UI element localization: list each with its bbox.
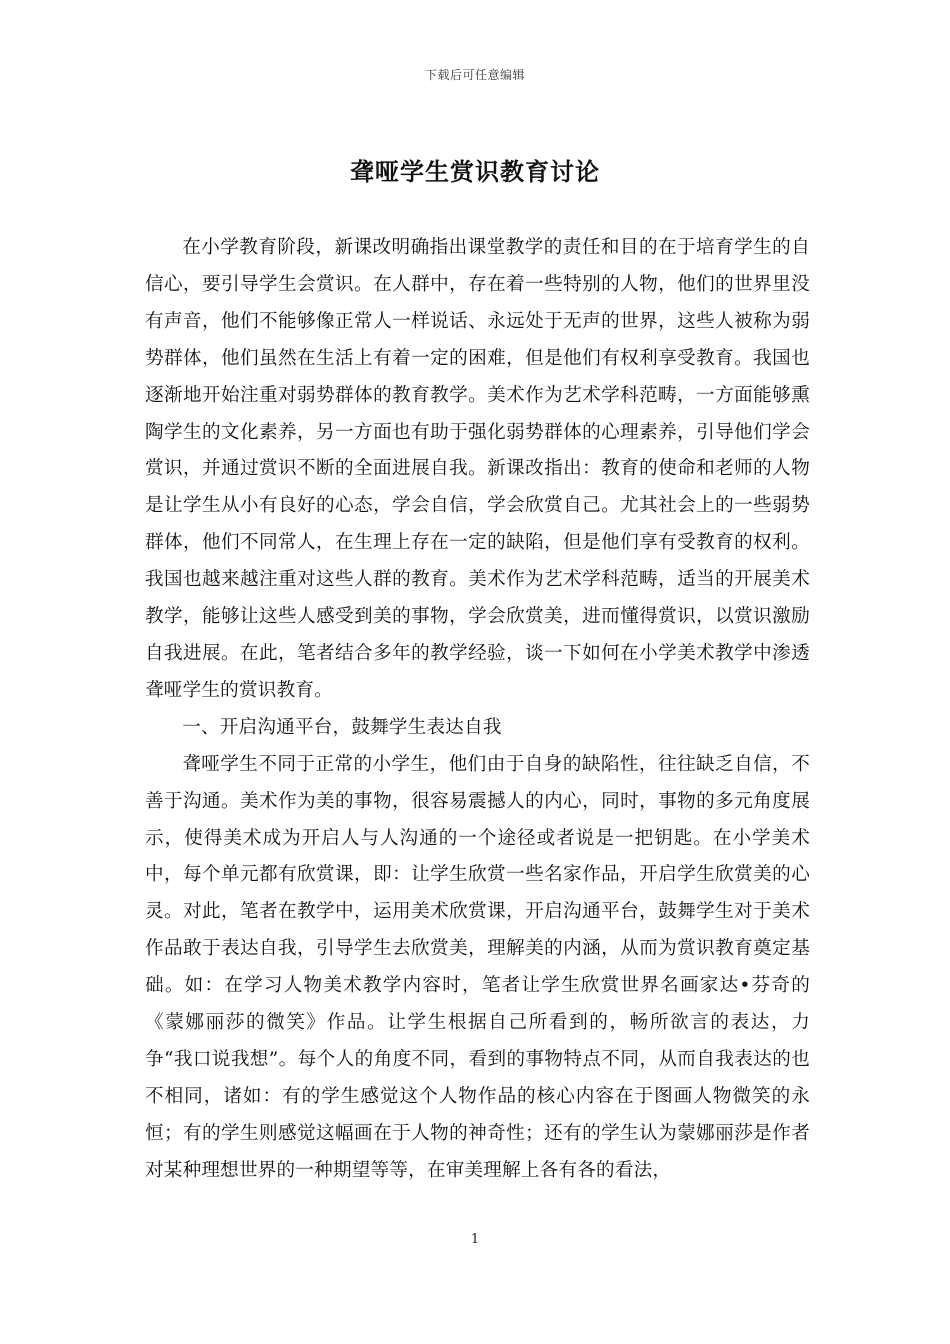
page-number: 1 [470, 1232, 480, 1247]
body-paragraph-section-1: 聋哑学生不同于正常的小学生，他们由于自身的缺陷性，往往缺乏自信，不善于沟通。美术作为美的事物，很容易震撼人的内心，同时，事物的多元角度展示，使得美术成为开启人与人沟通的一个途径或者说是一把钥匙。在小学美术中，每个单元都有欣赏课，即：让学生欣赏一些名家作品，开启学生欣赏美的心灵。对此，笔者在教学中，运用美术欣赏课，开启沟通平台，鼓舞学生对于美术作品敢于表达自我，引导学生去欣赏美，理解美的内涵，从而为赏识教育奠定基础。如：在学习人物美术教学内容时，笔者让学生欣赏世界名画家达•芬奇的《蒙娜丽莎的微笑》作品。让学生根据自己所看到的，畅所欲言的表达，力争“我口说我想”。每个人的角度不同，看到的事物特点不同，从而自我表达的也不相同，诸如：有的学生感觉这个人物作品的核心内容在于图画人物微笑的永恒；有的学生则感觉这幅画在于人物的神奇性；还有的学生认为蒙娜丽莎是作者对某种理想世界的一种期望等等，在审美理解上各有各的看法， [145, 753, 810, 1181]
document-title: 聋哑学生赏识教育讨论 [350, 157, 600, 186]
section-heading: 一、开启沟通平台，鼓舞学生表达自我 [182, 716, 502, 738]
document-body [145, 230, 810, 1190]
header-note: 下载后可任意编辑 [424, 68, 525, 82]
body-paragraph-intro: 在小学教育阶段，新课改明确指出课堂教学的责任和目的在于培育学生的自信心，要引导学生会赏识。在人群中，存在着一些特别的人物，他们的世界里没有声音，他们不能够像正常人一样说话、永远处于无声的世界，这些人被称为弱势群体，他们虽然在生活上有着一定的困难，但是他们有权利享受教育。我国也逐渐地开始注重对弱势群体的教育教学。美术作为艺术学科范畴，一方面能够熏陶学生的文化素养，另一方面也有助于强化弱势群体的心理素养，引导他们学会赏识，并通过赏识不断的全面进展自我。新课改指出：教育的使命和老师的人物是让学生从小有良好的心态，学会自信，学会欣赏自己。尤其社会上的一些弱势群体，他们不同常人，在生理上存在一定的缺陷，但是他们享有受教育的权利。我国也越来越注重对这些人群的教育。美术作为艺术学科范畴，适当的开展美术教学，能够让这些人感受到美的事物，学会欣赏美，进而懂得赏识，以赏识激励自我进展。在此，笔者结合多年的教学经验，谈一下如何在小学美术教学中渗透聋哑学生的赏识教育。 [145, 237, 810, 701]
